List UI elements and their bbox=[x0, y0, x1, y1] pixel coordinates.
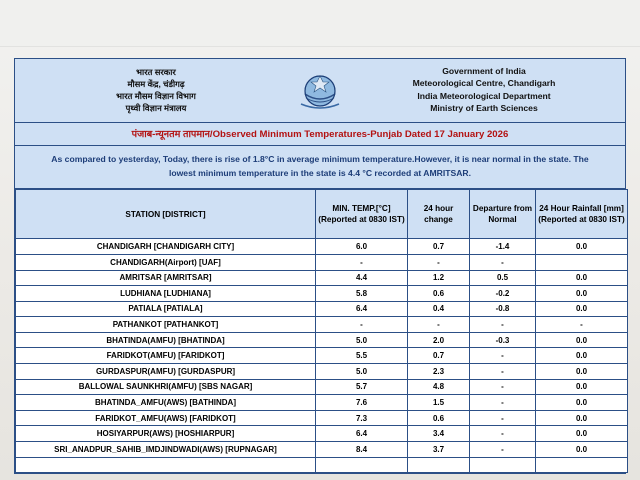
cell-24hr-change: 0.6 bbox=[408, 286, 470, 302]
table-row bbox=[16, 379, 628, 395]
cell-min-temp: 5.7 bbox=[316, 379, 408, 395]
cell-min-temp: - bbox=[316, 254, 408, 270]
cell-rainfall bbox=[536, 254, 628, 270]
cell-rainfall: 0.0 bbox=[536, 442, 628, 458]
table-row bbox=[16, 317, 628, 333]
cell-min-temp: 8.4 bbox=[316, 442, 408, 458]
cell-departure: - bbox=[470, 364, 536, 380]
cell-departure: -1.4 bbox=[470, 239, 536, 255]
column-header-24hr-change: 24 hour change bbox=[408, 190, 470, 239]
table-row bbox=[16, 348, 628, 364]
cell-24hr-change: 2.3 bbox=[408, 364, 470, 380]
cell-station: CHANDIGARH [CHANDIGARH CITY] bbox=[16, 239, 316, 255]
cell-24hr-change: 0.4 bbox=[408, 301, 470, 317]
table-row bbox=[16, 270, 628, 286]
cell-24hr-change: 4.8 bbox=[408, 379, 470, 395]
header-hindi-line-3: भारत मौसम विज्ञान विभाग bbox=[116, 90, 196, 101]
column-header-station: STATION [DISTRICT] bbox=[16, 190, 316, 239]
cell-24hr-change: - bbox=[408, 317, 470, 333]
header-hindi-line-4: पृथ्वी विज्ञान मंत्रालय bbox=[125, 103, 187, 114]
cell-rainfall: 0.0 bbox=[536, 239, 628, 255]
cell-departure: -0.2 bbox=[470, 286, 536, 302]
cell-24hr-change: 3.4 bbox=[408, 426, 470, 442]
table-row bbox=[16, 254, 628, 270]
header-english-block bbox=[347, 65, 621, 115]
cell-station: LUDHIANA [LUDHIANA] bbox=[16, 286, 316, 302]
table-header-row bbox=[16, 190, 628, 239]
header-hindi-line-1: भारत सरकार bbox=[136, 66, 176, 77]
cell-24hr-change: 3.7 bbox=[408, 442, 470, 458]
header-english-line-1: Government of India bbox=[442, 66, 526, 76]
cell-departure: - bbox=[470, 410, 536, 426]
cell-rainfall: 0.0 bbox=[536, 270, 628, 286]
cell-24hr-change: 2.0 bbox=[408, 332, 470, 348]
cell-rainfall: 0.0 bbox=[536, 426, 628, 442]
cell-station: BHATINDA_AMFU(AWS) [BATHINDA] bbox=[16, 395, 316, 411]
cell-departure: - bbox=[470, 395, 536, 411]
cell-rainfall: - bbox=[536, 317, 628, 333]
cell-station: PATHANKOT [PATHANKOT] bbox=[16, 317, 316, 333]
page-title: पंजाब-न्यूनतम तापमान/Observed Minimum Temperatures-Punjab Dated 17 January 2026 bbox=[15, 123, 625, 146]
cell-station: BHATINDA(AMFU) [BHATINDA] bbox=[16, 332, 316, 348]
column-header-rainfall: 24 Hour Rainfall [mm] (Reported at 0830 IST) bbox=[536, 190, 628, 239]
cell-24hr-change: 0.7 bbox=[408, 239, 470, 255]
cell-station: SRI_ANADPUR_SAHIB_IMDJINDWADI(AWS) [RUPNAGAR] bbox=[16, 442, 316, 458]
table-row bbox=[16, 410, 628, 426]
top-chrome-bar bbox=[0, 0, 640, 47]
cell-min-temp: 7.3 bbox=[316, 410, 408, 426]
cell-station: AMRITSAR [AMRITSAR] bbox=[16, 270, 316, 286]
table-row bbox=[16, 442, 628, 458]
cell-station bbox=[16, 457, 316, 473]
cell-min-temp: 5.8 bbox=[316, 286, 408, 302]
header-english-line-2: Meteorological Centre, Chandigarh bbox=[412, 78, 556, 89]
cell-station: FARIDKOT_AMFU(AWS) [FARIDKOT] bbox=[16, 410, 316, 426]
cell-rainfall: 0.0 bbox=[536, 395, 628, 411]
table-row bbox=[16, 364, 628, 380]
table-row bbox=[16, 395, 628, 411]
column-header-departure: Departure from Normal bbox=[470, 190, 536, 239]
header-hindi-block bbox=[19, 66, 293, 115]
header-hindi-line-2: मौसम केंद्र, चंडीगढ़ bbox=[127, 78, 185, 89]
cell-24hr-change: - bbox=[408, 254, 470, 270]
cell-rainfall bbox=[536, 457, 628, 473]
cell-departure: - bbox=[470, 426, 536, 442]
cell-station: FARIDKOT(AMFU) [FARIDKOT] bbox=[16, 348, 316, 364]
table-body bbox=[16, 239, 628, 473]
cell-min-temp: 4.4 bbox=[316, 270, 408, 286]
cell-24hr-change bbox=[408, 457, 470, 473]
cell-station: GURDASPUR(AMFU) [GURDASPUR] bbox=[16, 364, 316, 380]
cell-min-temp bbox=[316, 457, 408, 473]
cell-station: CHANDIGARH(Airport) [UAF] bbox=[16, 254, 316, 270]
cell-departure: -0.3 bbox=[470, 332, 536, 348]
imd-emblem-icon bbox=[293, 68, 347, 112]
cell-rainfall: 0.0 bbox=[536, 301, 628, 317]
cell-departure: 0.5 bbox=[470, 270, 536, 286]
cell-min-temp: - bbox=[316, 317, 408, 333]
table-row bbox=[16, 332, 628, 348]
table-row bbox=[16, 286, 628, 302]
cell-rainfall: 0.0 bbox=[536, 332, 628, 348]
temperature-table bbox=[15, 189, 628, 473]
table-row bbox=[16, 301, 628, 317]
cell-min-temp: 5.5 bbox=[316, 348, 408, 364]
cell-departure: - bbox=[470, 379, 536, 395]
cell-min-temp: 7.6 bbox=[316, 395, 408, 411]
cell-station: BALLOWAL SAUNKHRI(AMFU) [SBS NAGAR] bbox=[16, 379, 316, 395]
cell-rainfall: 0.0 bbox=[536, 286, 628, 302]
summary-remark: As compared to yesterday, Today, there is rise of 1.8°C in average minimum temperature.However, it is near normal in the state. The lowest minimum temperature in the state is 4.4 °C recorded at AMRITSAR. bbox=[15, 146, 625, 190]
cell-departure: - bbox=[470, 348, 536, 364]
cell-rainfall: 0.0 bbox=[536, 364, 628, 380]
cell-departure: -0.8 bbox=[470, 301, 536, 317]
bulletin-header bbox=[15, 59, 625, 123]
cell-min-temp: 6.4 bbox=[316, 426, 408, 442]
cell-min-temp: 6.0 bbox=[316, 239, 408, 255]
table-row bbox=[16, 239, 628, 255]
table-row bbox=[16, 426, 628, 442]
header-english-line-4: Ministry of Earth Sciences bbox=[430, 103, 538, 114]
column-header-min-temp: MIN. TEMP.[°C] (Reported at 0830 IST) bbox=[316, 190, 408, 239]
cell-rainfall: 0.0 bbox=[536, 379, 628, 395]
cell-departure: - bbox=[470, 317, 536, 333]
cell-departure: - bbox=[470, 442, 536, 458]
cell-24hr-change: 0.7 bbox=[408, 348, 470, 364]
bulletin-sheet bbox=[14, 58, 626, 474]
cell-24hr-change: 0.6 bbox=[408, 410, 470, 426]
cell-station: PATIALA [PATIALA] bbox=[16, 301, 316, 317]
cell-rainfall: 0.0 bbox=[536, 410, 628, 426]
table-row bbox=[16, 457, 628, 473]
cell-rainfall: 0.0 bbox=[536, 348, 628, 364]
cell-min-temp: 5.0 bbox=[316, 332, 408, 348]
cell-24hr-change: 1.5 bbox=[408, 395, 470, 411]
cell-departure: - bbox=[470, 254, 536, 270]
cell-min-temp: 6.4 bbox=[316, 301, 408, 317]
cell-24hr-change: 1.2 bbox=[408, 270, 470, 286]
cell-departure bbox=[470, 457, 536, 473]
cell-min-temp: 5.0 bbox=[316, 364, 408, 380]
cell-station: HOSIYARPUR(AWS) [HOSHIARPUR] bbox=[16, 426, 316, 442]
header-english-line-3: India Meteorological Department bbox=[417, 90, 551, 101]
